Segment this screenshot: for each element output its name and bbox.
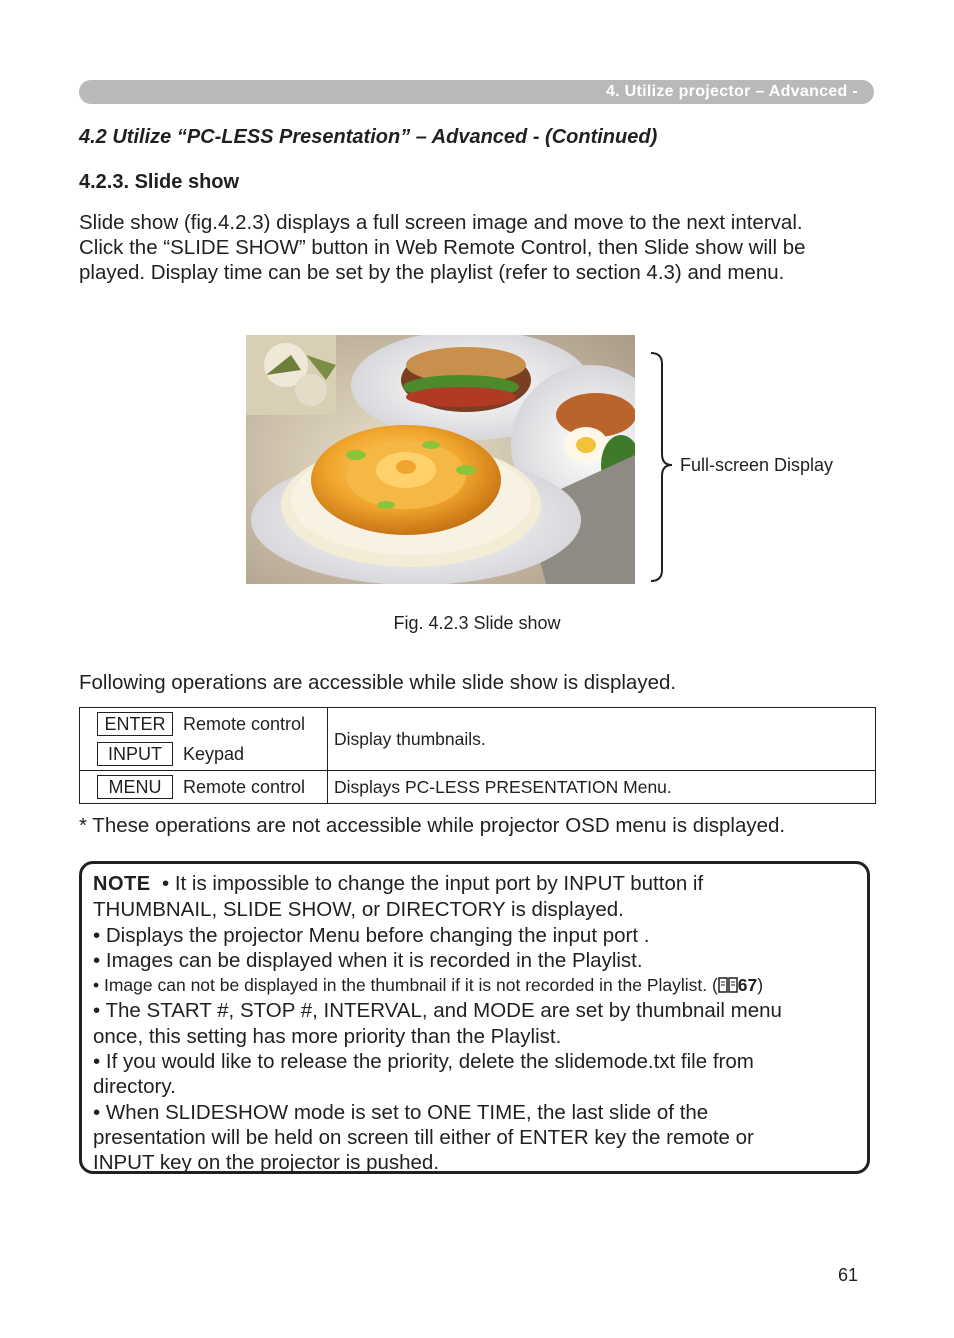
note-line: • The START #, STOP #, INTERVAL, and MODE are set by thumbnail menu: [93, 999, 782, 1023]
page-reference: 67: [737, 975, 758, 996]
note-line: • When SLIDESHOW mode is set to ONE TIME, the last slide of the: [93, 1100, 709, 1124]
figure-caption: Fig. 4.2.3 Slide show: [393, 613, 561, 633]
key-source: Remote control: [183, 713, 306, 734]
key-label: MENU: [97, 775, 173, 799]
intro-line: Slide show (fig.4.2.3) displays a full screen image and move to the next interval.: [79, 211, 803, 234]
full-screen-display-label: Full-screen Display: [680, 455, 834, 475]
note-box: [79, 861, 870, 1174]
note-line: • If you would like to release the priority, delete the slidemode.txt file from: [93, 1050, 754, 1074]
key-row: [80, 772, 327, 802]
chapter-header-text: 4. Utilize projector – Advanced -: [605, 83, 858, 100]
key-label: ENTER: [97, 712, 173, 736]
keys-cell: [80, 771, 328, 804]
note-line: [93, 973, 863, 998]
chapter-header-bar: [79, 80, 874, 104]
slide-show-photo: [246, 335, 635, 584]
keys-cell: [80, 708, 328, 771]
note-line: directory.: [93, 1075, 176, 1099]
key-source: Remote control: [183, 776, 306, 797]
table-row: [80, 708, 876, 771]
note-line: THUMBNAIL, SLIDE SHOW, or DIRECTORY is displayed.: [93, 898, 624, 922]
footnote: * These operations are not accessible while projector OSD menu is displayed.: [79, 814, 786, 837]
operations-table: [79, 707, 876, 804]
display-bracket: [648, 350, 678, 584]
key-row: [80, 739, 327, 769]
note-line: presentation will be held on screen till either of ENTER key the remote or: [93, 1125, 754, 1149]
operation-description: Display thumbnails.: [328, 708, 876, 771]
note-text: • Image can not be displayed in the thumbnail if it is not recorded in the Playlist. (: [93, 975, 718, 996]
key-row: [80, 709, 327, 739]
note-label: NOTE: [93, 873, 151, 895]
note-content: [93, 871, 863, 1176]
intro-line: played. Display time can be set by the playlist (refer to section 4.3) and menu.: [79, 261, 785, 284]
note-line: • Images can be displayed when it is recorded in the Playlist.: [93, 948, 643, 972]
section-title: 4.2 Utilize “PC-LESS Presentation” – Advanced - (Continued): [79, 126, 658, 148]
note-line: once, this setting has more priority than the Playlist.: [93, 1024, 562, 1048]
intro-paragraph: [79, 210, 879, 285]
intro-line: Click the “SLIDE SHOW” button in Web Remote Control, then Slide show will be: [79, 236, 806, 259]
page-number: 61: [838, 1265, 859, 1285]
note-line: • Displays the projector Menu before changing the input port .: [93, 923, 650, 947]
table-row: [80, 771, 876, 804]
note-line: [93, 871, 863, 897]
operations-intro: Following operations are accessible while slide show is displayed.: [79, 671, 677, 694]
note-text: ): [757, 975, 764, 996]
note-text: • It is impossible to change the input port by INPUT button if: [161, 872, 704, 895]
subsection-title: 4.2.3. Slide show: [79, 171, 240, 193]
operation-description: Displays PC-LESS PRESENTATION Menu.: [328, 771, 876, 804]
note-line: INPUT key on the projector is pushed.: [93, 1151, 440, 1175]
key-source: Keypad: [183, 743, 245, 764]
key-label: INPUT: [97, 742, 173, 766]
book-reference-icon: [718, 977, 738, 993]
